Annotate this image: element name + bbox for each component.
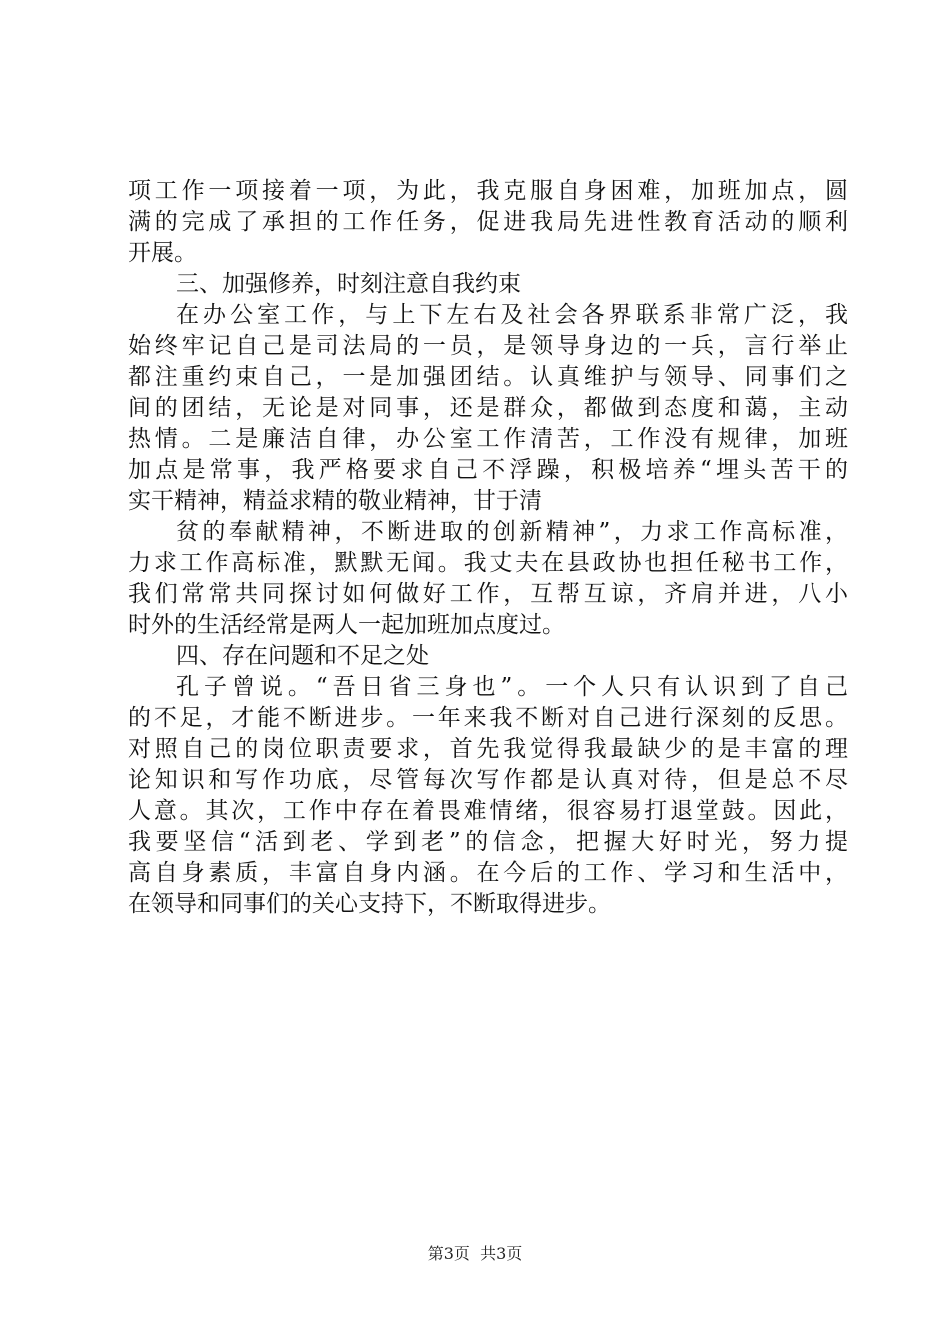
text-line: 高自身素质，丰富自身内涵。在今后的工作、学习和生活中， xyxy=(128,860,848,886)
text-line: 在办公室工作，与上下左右及社会各界联系非常广泛，我 xyxy=(176,302,848,328)
text-line: 满的完成了承担的工作任务，促进我局先进性教育活动的顺利 xyxy=(128,209,848,235)
section-heading-4: 四、存在问题和不足之处 xyxy=(176,643,429,669)
text-line: 热情。二是廉洁自律，办公室工作清苦，工作没有规律，加班 xyxy=(128,426,848,452)
text-line: 对照自己的岗位职责要求，首先我觉得我最缺少的是丰富的理 xyxy=(128,736,848,762)
text-line: 的不足，才能不断进步。一年来我不断对自己进行深刻的反思。 xyxy=(128,705,848,731)
text-line: 间的团结，无论是对同事，还是群众，都做到态度和蔼，主动 xyxy=(128,395,848,421)
text-line: 都注重约束自己，一是加强团结。认真维护与领导、同事们之 xyxy=(128,364,848,390)
text-line: 项工作一项接着一项，为此，我克服自身困难，加班加点，圆 xyxy=(128,178,848,204)
text-line: 实干精神，精益求精的敬业精神，甘于清 xyxy=(128,488,542,514)
document-body xyxy=(128,176,848,920)
text-line: 贫的奉献精神，不断进取的创新精神”，力求工作高标准， xyxy=(176,519,848,545)
page-number-label: 第3页 共3页 xyxy=(427,1244,523,1263)
text-line: 我们常常共同探讨如何做好工作，互帮互谅，齐肩并进，八小 xyxy=(128,581,848,607)
text-line: 孔子曾说。“吾日省三身也”。一个人只有认识到了自己 xyxy=(176,674,848,700)
text-line: 论知识和写作功底，尽管每次写作都是认真对待，但是总不尽 xyxy=(128,767,848,793)
text-line: 加点是常事，我严格要求自己不浮躁，积极培养“埋头苦干的 xyxy=(128,457,848,483)
text-line: 开展。 xyxy=(128,240,197,266)
text-line: 在领导和同事们的关心支持下，不断取得进步。 xyxy=(128,891,611,917)
text-line: 人意。其次，工作中存在着畏难情绪，很容易打退堂鼓。因此， xyxy=(128,798,848,824)
text-line: 力求工作高标准，默默无闻。我丈夫在县政协也担任秘书工作， xyxy=(128,550,848,576)
text-line: 时外的生活经常是两人一起加班加点度过。 xyxy=(128,612,565,638)
section-heading-3: 三、加强修养，时刻注意自我约束 xyxy=(176,271,521,297)
page-footer xyxy=(0,1244,950,1264)
text-line: 始终牢记自己是司法局的一员，是领导身边的一兵，言行举止 xyxy=(128,333,848,359)
text-line: 我要坚信“活到老、学到老”的信念，把握大好时光，努力提 xyxy=(128,829,848,855)
